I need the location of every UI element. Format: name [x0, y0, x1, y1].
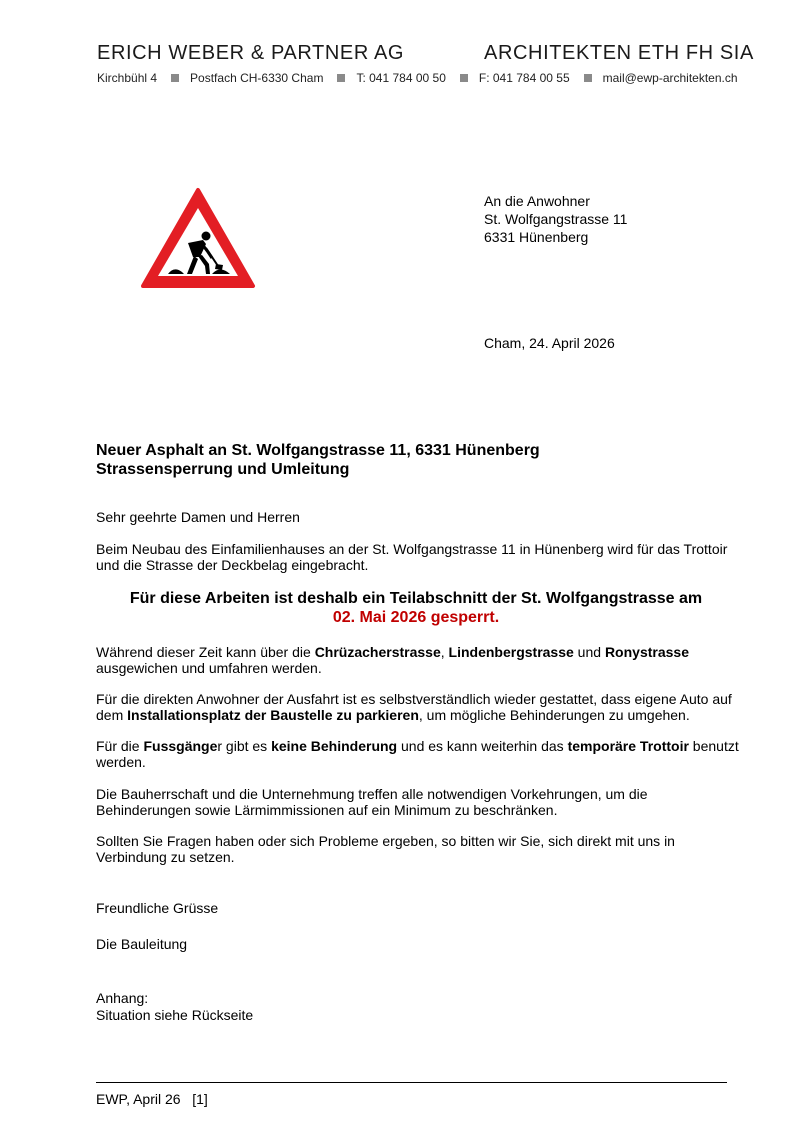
detour-paragraph: [96, 644, 746, 676]
separator-square-icon: [171, 74, 179, 82]
text: ,: [440, 644, 449, 660]
text: benutzt werden.: [96, 738, 739, 770]
emphasis: Fussgänge: [143, 738, 218, 754]
street-name: Ronystrasse: [604, 644, 689, 660]
contact-paragraph: Sollten Sie Fragen haben oder sich Probleme ergeben, so bitten wir Sie, sich direkt mit uns in Verbindung zu setzen.: [96, 833, 675, 865]
salutation: Sehr geehrte Damen und Herren: [96, 509, 300, 525]
closing: Freundliche Grüsse: [96, 900, 219, 916]
text: und: [573, 644, 605, 660]
attachment-text: Situation siehe Rückseite: [96, 1007, 254, 1023]
closure-notice: [96, 589, 736, 627]
company-name: ERICH WEBER & PARTNER AG: [97, 42, 405, 64]
road-works-warning-icon: [140, 186, 256, 290]
recipient-city: 6331 Hünenberg: [484, 229, 589, 245]
text: Während dieser Zeit kann über die: [96, 644, 315, 660]
recipient-address: [484, 192, 627, 246]
contact-line: [97, 71, 738, 85]
recipient-street: St. Wolfgangstrasse 11: [484, 211, 628, 227]
text: und es kann weiterhin das: [397, 738, 568, 754]
contact-address: Kirchbühl 4: [97, 71, 158, 85]
signature: Die Bauleitung: [96, 936, 188, 952]
text: ausgewichen und umfahren werden.: [96, 660, 322, 676]
precautions-paragraph: Die Bauherrschaft und die Unternehmung treffen alle notwendigen Vorkehrungen, um die Behinderungen sowie Lärmimmissionen auf ein Minimum zu beschränken.: [96, 786, 648, 818]
closure-notice-line-1: Für diese Arbeiten ist deshalb ein Teilabschnitt der St. Wolfgangstrasse am: [129, 590, 703, 607]
footer-divider: [96, 1082, 727, 1083]
emphasis: keine Behinderung: [271, 738, 398, 754]
separator-square-icon: [337, 74, 345, 82]
emphasis: Installationsplatz der Baustelle zu parkieren: [127, 707, 419, 723]
text: Für die direkten Anwohner der Ausfahrt ist es selbstverständlich wieder gestattet, dass eigene Auto auf dem: [96, 691, 732, 723]
separator-square-icon: [584, 74, 592, 82]
recipient-line: An die Anwohner: [484, 193, 590, 209]
closure-date: 02. Mai 2026 gesperrt.: [332, 609, 500, 626]
separator-square-icon: [460, 74, 468, 82]
letter-date: Cham, 24. April 2026: [484, 335, 615, 351]
contact-email[interactable]: mail@ewp-architekten.ch: [602, 71, 738, 85]
footer-text: EWP, April 26 [1]: [96, 1091, 208, 1107]
contact-postbox: Postfach CH-6330 Cham: [190, 71, 324, 85]
street-name: Lindenbergstrasse: [448, 644, 574, 660]
subject: [96, 441, 540, 479]
text: Für die: [96, 738, 144, 754]
intro-paragraph: Beim Neubau des Einfamilienhauses an der St. Wolfgangstrasse 11 in Hünenberg wird für das Trottoir und die Strasse der Deckbelag eingebracht.: [96, 541, 728, 573]
emphasis: temporäre Trottoir: [567, 738, 689, 754]
street-name: Chrüzacherstrasse: [314, 644, 441, 660]
attachment-label: Anhang:: [96, 990, 149, 1006]
company-title: ARCHITEKTEN ETH FH SIA: [484, 42, 754, 64]
residents-paragraph: [96, 691, 746, 723]
subject-line-2: Strassensperrung und Umleitung: [96, 461, 350, 478]
contact-fax: F: 041 784 00 55: [478, 71, 570, 85]
pedestrians-paragraph: [96, 738, 746, 770]
text: , um mögliche Behinderungen zu umgehen.: [418, 707, 690, 723]
contact-phone: T: 041 784 00 50: [356, 71, 446, 85]
subject-line-1: Neuer Asphalt an St. Wolfgangstrasse 11, 6331 Hünenberg: [96, 442, 540, 459]
text: r gibt es: [217, 738, 272, 754]
